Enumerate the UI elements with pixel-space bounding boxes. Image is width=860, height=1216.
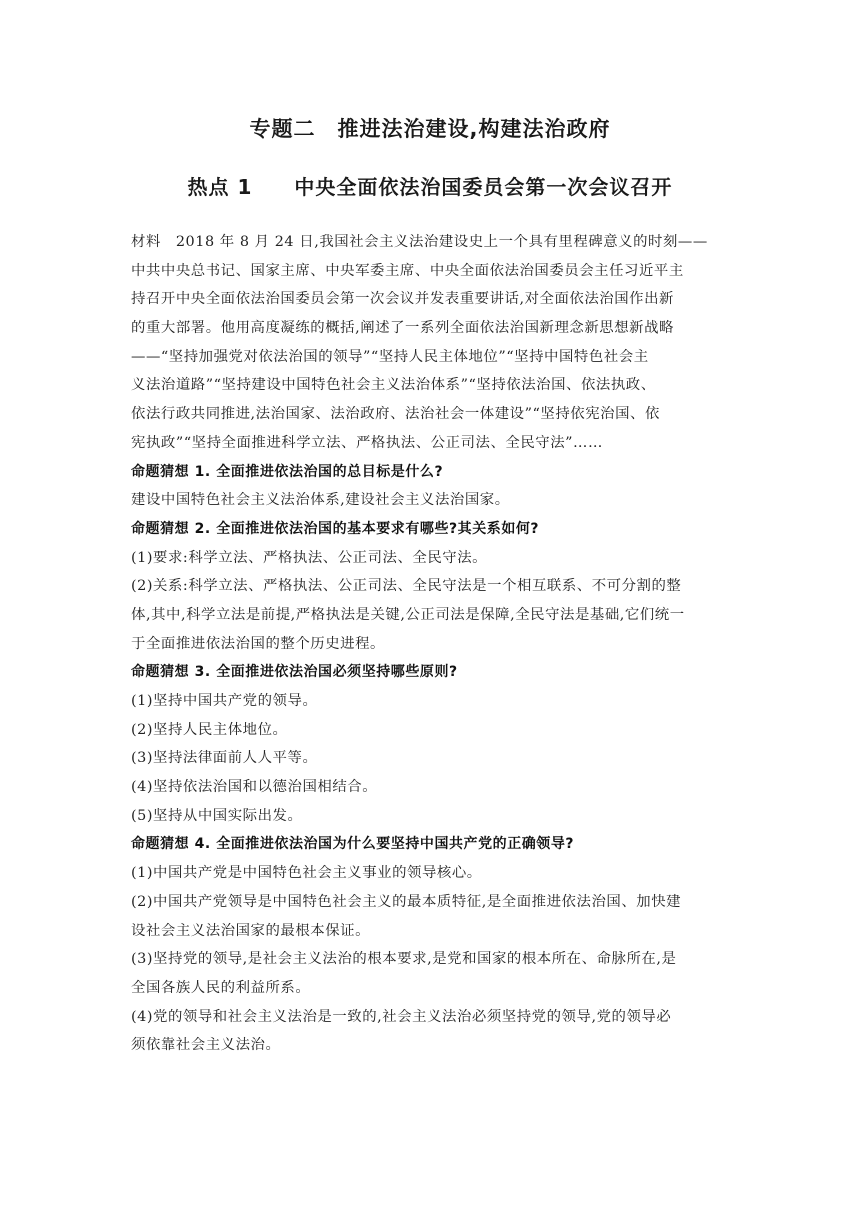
answer-line: (1)要求:科学立法、严格执法、公正司法、全民守法。: [131, 549, 488, 566]
answer-line: (2)关系:科学立法、严格执法、公正司法、全民守法是一个相互联系、不可分割的整: [131, 578, 682, 595]
answer-line: (2)中国共产党领导是中国特色社会主义的最本质特征,是全面推进依法治国、加快建: [131, 893, 682, 910]
answer-line: 于全面推进依法治国的整个历史进程。: [131, 635, 385, 652]
question-heading: 命题猜想 1. 全面推进依法治国的总目标是什么?: [131, 463, 444, 480]
answer-line: (4)党的领导和社会主义法治是一致的,社会主义法治必须坚持党的领导,党的领导必: [131, 1008, 672, 1025]
material-line: 材料 2018 年 8 月 24 日,我国社会主义法治建设史上一个具有里程碑意义的时刻——: [131, 234, 708, 250]
material-line: 宪执政”“坚持全面推进科学立法、严格执法、公正司法、全民守法”……: [131, 434, 603, 451]
material-line: 持召开中央全面依法治国委员会第一次会议并发表重要讲话,对全面依法治国作出新: [131, 291, 674, 308]
document-subtitle: 热点 1 中央全面依法治国委员会第一次会议召开: [187, 175, 673, 199]
answer-line: (5)坚持从中国实际出发。: [131, 807, 303, 824]
answer-line: (3)坚持党的领导,是社会主义法治的根本要求,是党和国家的根本所在、命脉所在,是: [131, 951, 677, 968]
answer-line: (1)坚持中国共产党的领导。: [131, 693, 318, 709]
material-line: 依法行政共同推进,法治国家、法治政府、法治社会一体建设”“坚持依宪治国、依: [131, 406, 660, 423]
answer-line: 体,其中,科学立法是前提,严格执法是关键,公正司法是保障,全民守法是基础,它们统一: [131, 606, 685, 623]
answer-line: (2)坚持人民主体地位。: [131, 721, 288, 738]
material-line: 的重大部署。他用高度凝练的概括,阐述了一系列全面依法治国新理念新思想新战略: [131, 320, 674, 337]
answer-line: 设社会主义法治国家的最根本保证。: [131, 922, 371, 939]
material-line: 中共中央总书记、国家主席、中央军委主席、中央全面依法治国委员会主任习近平主: [131, 262, 684, 279]
answer-line: 建设中国特色社会主义法治体系,建设社会主义法治国家。: [131, 492, 510, 509]
question-heading: 命题猜想 3. 全面推进依法治国必须坚持哪些原则?: [131, 664, 458, 681]
answer-line: (3)坚持法律面前人人平等。: [131, 750, 318, 767]
answer-line: 须依靠社会主义法治。: [131, 1037, 281, 1054]
document-body: [131, 228, 731, 1060]
answer-line: 全国各族人民的利益所系。: [131, 979, 311, 996]
answer-line: (4)坚持依法治国和以德治国相结合。: [131, 779, 378, 796]
material-line: ——“坚持加强党对依法治国的领导”“坚持人民主体地位”“坚持中国特色社会主: [131, 348, 649, 365]
answer-line: (1)中国共产党是中国特色社会主义事业的领导核心。: [131, 865, 482, 882]
question-heading: 命题猜想 2. 全面推进依法治国的基本要求有哪些?其关系如何?: [131, 520, 540, 537]
document-title: 专题二 推进法治建设,构建法治政府: [249, 117, 611, 141]
question-heading: 命题猜想 4. 全面推进依法治国为什么要坚持中国共产党的正确领导?: [131, 836, 575, 853]
material-line: 义法治道路”“坚持建设中国特色社会主义法治体系”“坚持依法治国、依法执政、: [131, 377, 656, 394]
